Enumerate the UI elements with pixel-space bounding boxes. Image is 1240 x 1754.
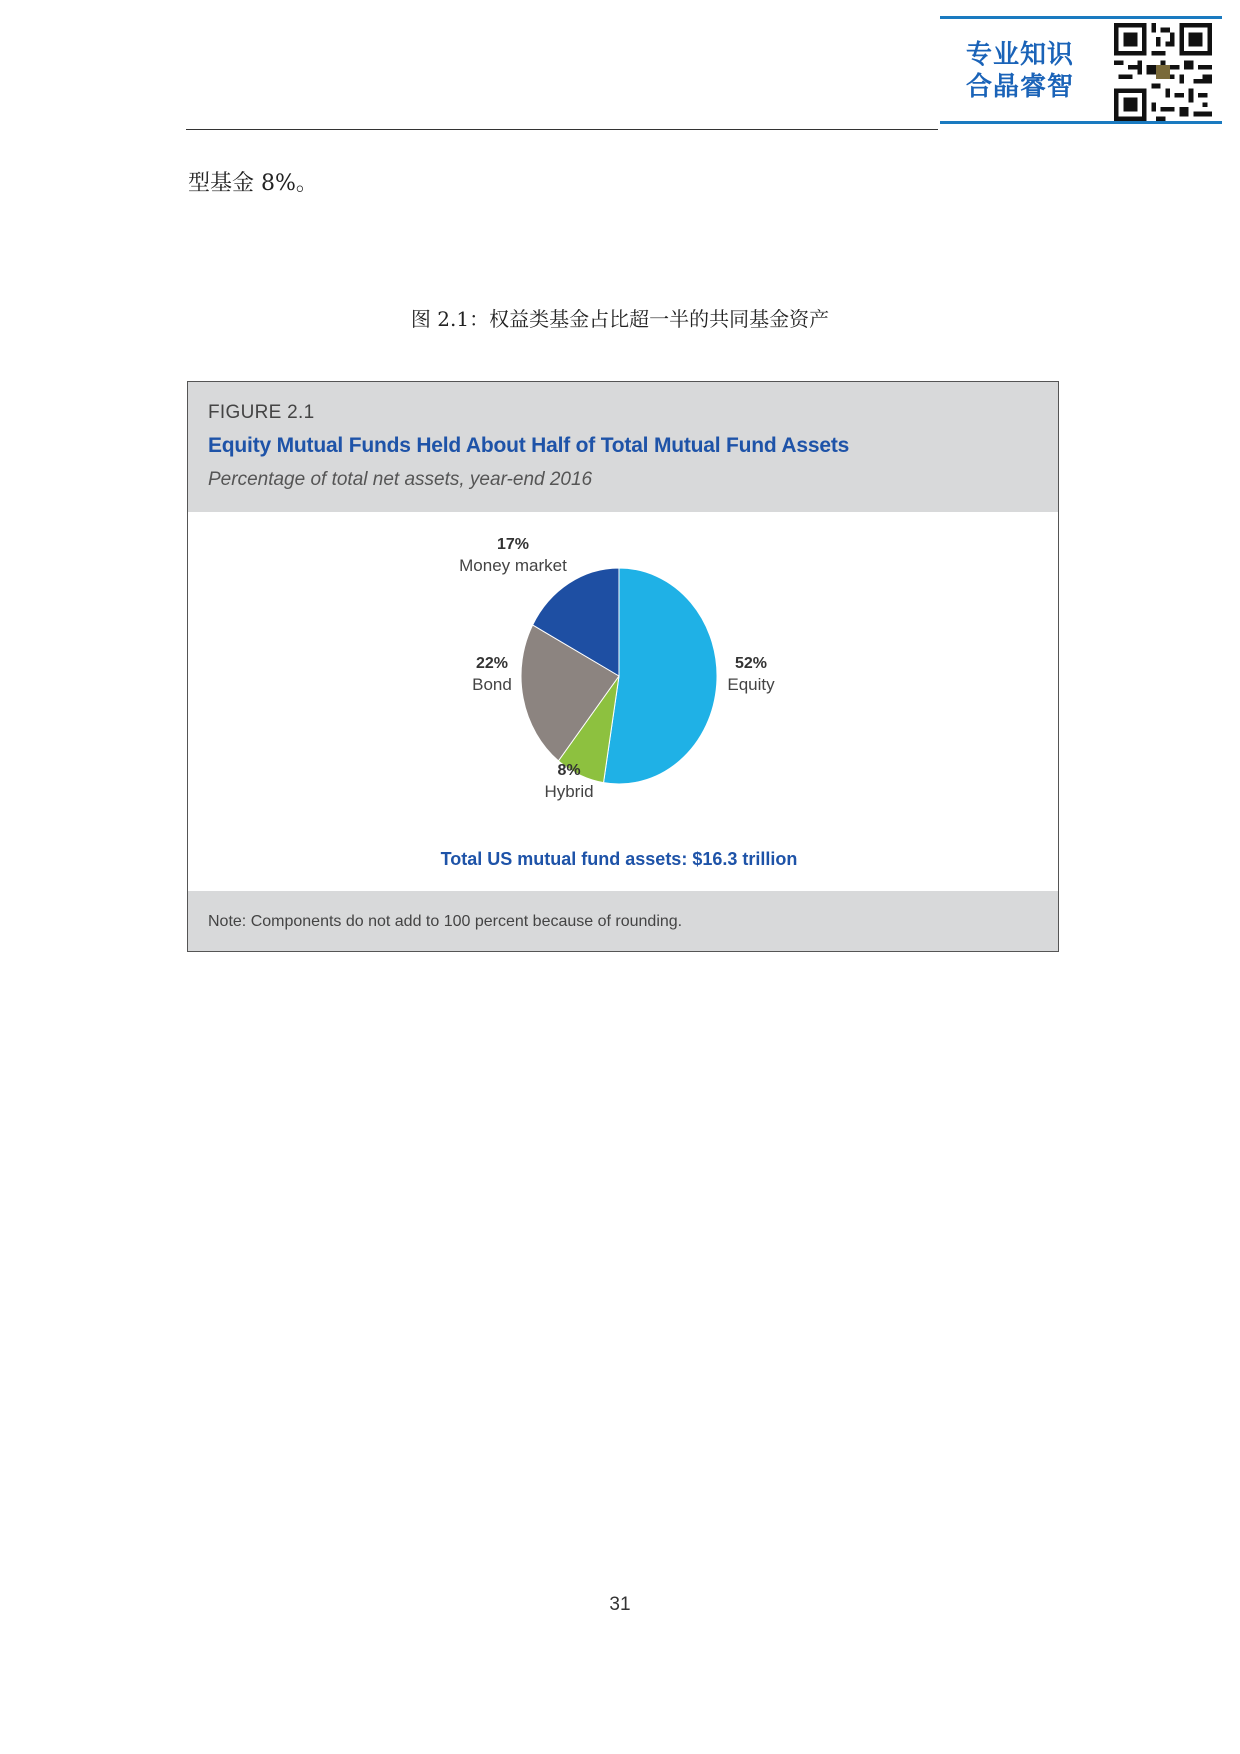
chart-total: Total US mutual fund assets: $16.3 trillion xyxy=(440,849,798,869)
pie-slices xyxy=(521,568,717,784)
figure-title: Equity Mutual Funds Held About Half of Total Mutual Fund Assets xyxy=(208,434,850,457)
brand-text xyxy=(966,39,1086,103)
slice-name-money-market: Money market xyxy=(459,556,567,575)
slice-name-bond: Bond xyxy=(472,675,512,694)
figure-subtitle: Percentage of total net assets, year-end 2016 xyxy=(208,469,593,490)
brand-header xyxy=(940,16,1222,124)
figure-label: FIGURE 2.1 xyxy=(208,402,315,423)
header-divider xyxy=(186,129,938,130)
figure-caption: 图 2.1：权益类基金占比超一半的共同基金资产 xyxy=(410,307,830,331)
slice-percent-hybrid: 8% xyxy=(557,762,581,779)
qr-code-icon xyxy=(1114,23,1212,121)
slice-name-hybrid: Hybrid xyxy=(544,782,594,801)
figure-box xyxy=(187,381,1059,952)
pie-chart xyxy=(188,512,1057,890)
pie-slice-equity xyxy=(604,568,718,784)
slice-percent-money-market: 17% xyxy=(496,536,530,553)
figure-header xyxy=(188,382,1058,512)
page-number: 31 xyxy=(609,1594,631,1615)
slice-name-equity: Equity xyxy=(727,675,775,694)
brand-line-2: 合晶睿智 xyxy=(966,72,1075,102)
body-text-line: 型基金 8%。 xyxy=(188,171,318,196)
figure-footer xyxy=(188,891,1058,951)
slice-percent-equity: 52% xyxy=(734,655,768,672)
figure-note: Note: Components do not add to 100 percent because of rounding. xyxy=(208,913,683,930)
slice-percent-bond: 22% xyxy=(475,655,509,672)
brand-line-1: 专业知识 xyxy=(966,40,1075,70)
